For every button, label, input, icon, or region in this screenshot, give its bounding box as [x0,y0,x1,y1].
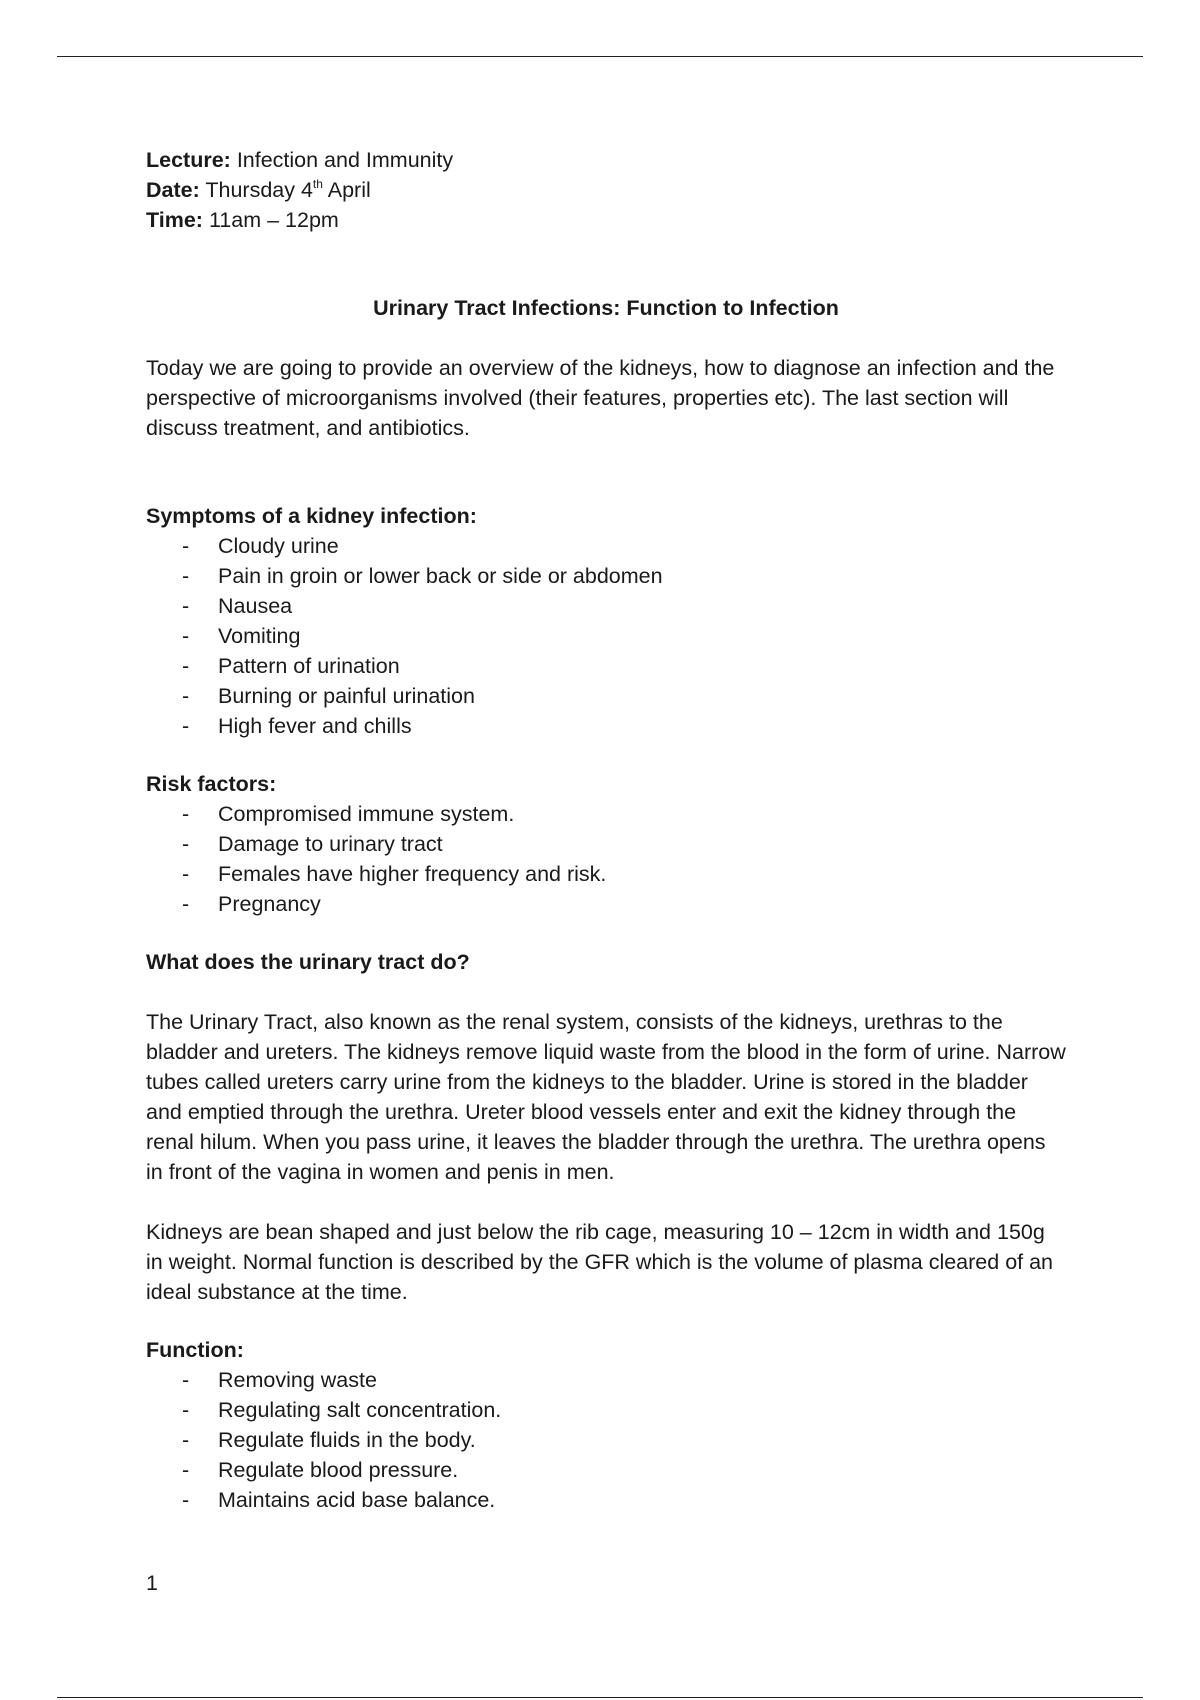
list-item-text: High fever and chills [218,714,412,738]
list-item-text: Pain in groin or lower back or side or abdomen [218,564,663,588]
date-label: Date: [146,178,200,202]
list-item [146,591,1066,621]
list-item-text: Maintains acid base balance. [218,1488,496,1512]
dash-bullet: - [182,654,190,678]
date-month: April [327,178,371,202]
list-item [146,1455,1066,1485]
list-item-text: Damage to urinary tract [218,832,443,856]
list-item-text: Pattern of urination [218,654,400,678]
dash-bullet: - [182,564,190,588]
date-value: Thursday 4 [205,178,313,202]
date-ordinal-suffix: th [312,177,323,191]
list-item-text: Regulate fluids in the body. [218,1428,476,1452]
urinary-tract-paragraph: The Urinary Tract, also known as the renal system, consists of the kidneys, urethras to the bladder and ureters. The kidneys remove liquid waste from the blood in the form of urine. Narrow tubes called ureters carry urine from the kidneys to the bladder. Urine is stored in the bladder and emptied through the urethra. Ureter blood vessels enter and exit the kidney through the renal hilum. When you pass urine, it leaves the bladder through the urethra. The urethra opens in front of the vagina in women and penis in men. [146,1010,1066,1184]
lecture-value: Infection and Immunity [236,148,454,172]
dash-bullet: - [182,624,190,648]
function-list [146,1365,1066,1515]
time-value: 11am – 12pm [208,208,339,232]
dash-bullet: - [182,892,190,916]
list-item-text: Compromised immune system. [218,802,515,826]
function-heading: Function: [146,1338,244,1362]
list-item-text: Burning or painful urination [218,684,475,708]
dash-bullet: - [182,684,190,708]
list-item [146,651,1066,681]
dash-bullet: - [182,1428,190,1452]
document-title: Urinary Tract Infections: Function to Infection [373,296,839,320]
list-item [146,531,1066,561]
lecture-line [146,145,1066,175]
risk-factors-heading: Risk factors: [146,772,277,796]
risk-factors-list [146,799,1066,919]
list-item-text: Vomiting [218,624,301,648]
list-item [146,889,1066,919]
list-item [146,621,1066,651]
dash-bullet: - [182,1458,190,1482]
list-item [146,681,1066,711]
dash-bullet: - [182,1398,190,1422]
list-item-text: Pregnancy [218,892,321,916]
symptoms-heading: Symptoms of a kidney infection: [146,504,477,528]
list-item [146,1395,1066,1425]
document-body [146,145,1066,1515]
kidneys-paragraph: Kidneys are bean shaped and just below the rib cage, measuring 10 – 12cm in width and 150g in weight. Normal function is described by the GFR which is the volume of plasma cleared of an ideal substance at the time. [146,1220,1054,1304]
date-line [146,175,1066,205]
list-item-text: Cloudy urine [218,534,339,558]
list-item [146,799,1066,829]
list-item [146,859,1066,889]
dash-bullet: - [182,1488,190,1512]
list-item-text: Regulate blood pressure. [218,1458,459,1482]
list-item-text: Regulating salt concentration. [218,1398,502,1422]
time-label: Time: [146,208,203,232]
dash-bullet: - [182,534,190,558]
time-line [146,205,1066,235]
list-item [146,561,1066,591]
page-number: 1 [146,1571,158,1595]
intro-paragraph: Today we are going to provide an overview of the kidneys, how to diagnose an infection and the perspective of microorganisms involved (their features, properties etc). The last section will discuss treatment, and antibiotics. [146,356,1055,440]
symptoms-list [146,531,1066,741]
dash-bullet: - [182,1368,190,1392]
header-rule [57,56,1143,57]
list-item-text: Removing waste [218,1368,377,1392]
list-item [146,711,1066,741]
list-item-text: Females have higher frequency and risk. [218,862,607,886]
list-item [146,1425,1066,1455]
dash-bullet: - [182,832,190,856]
dash-bullet: - [182,714,190,738]
list-item [146,1485,1066,1515]
footer-rule [57,1697,1143,1698]
dash-bullet: - [182,802,190,826]
lecture-label: Lecture: [146,148,231,172]
dash-bullet: - [182,594,190,618]
list-item-text: Nausea [218,594,293,618]
list-item [146,1365,1066,1395]
urinary-tract-heading: What does the urinary tract do? [146,950,470,974]
list-item [146,829,1066,859]
dash-bullet: - [182,862,190,886]
